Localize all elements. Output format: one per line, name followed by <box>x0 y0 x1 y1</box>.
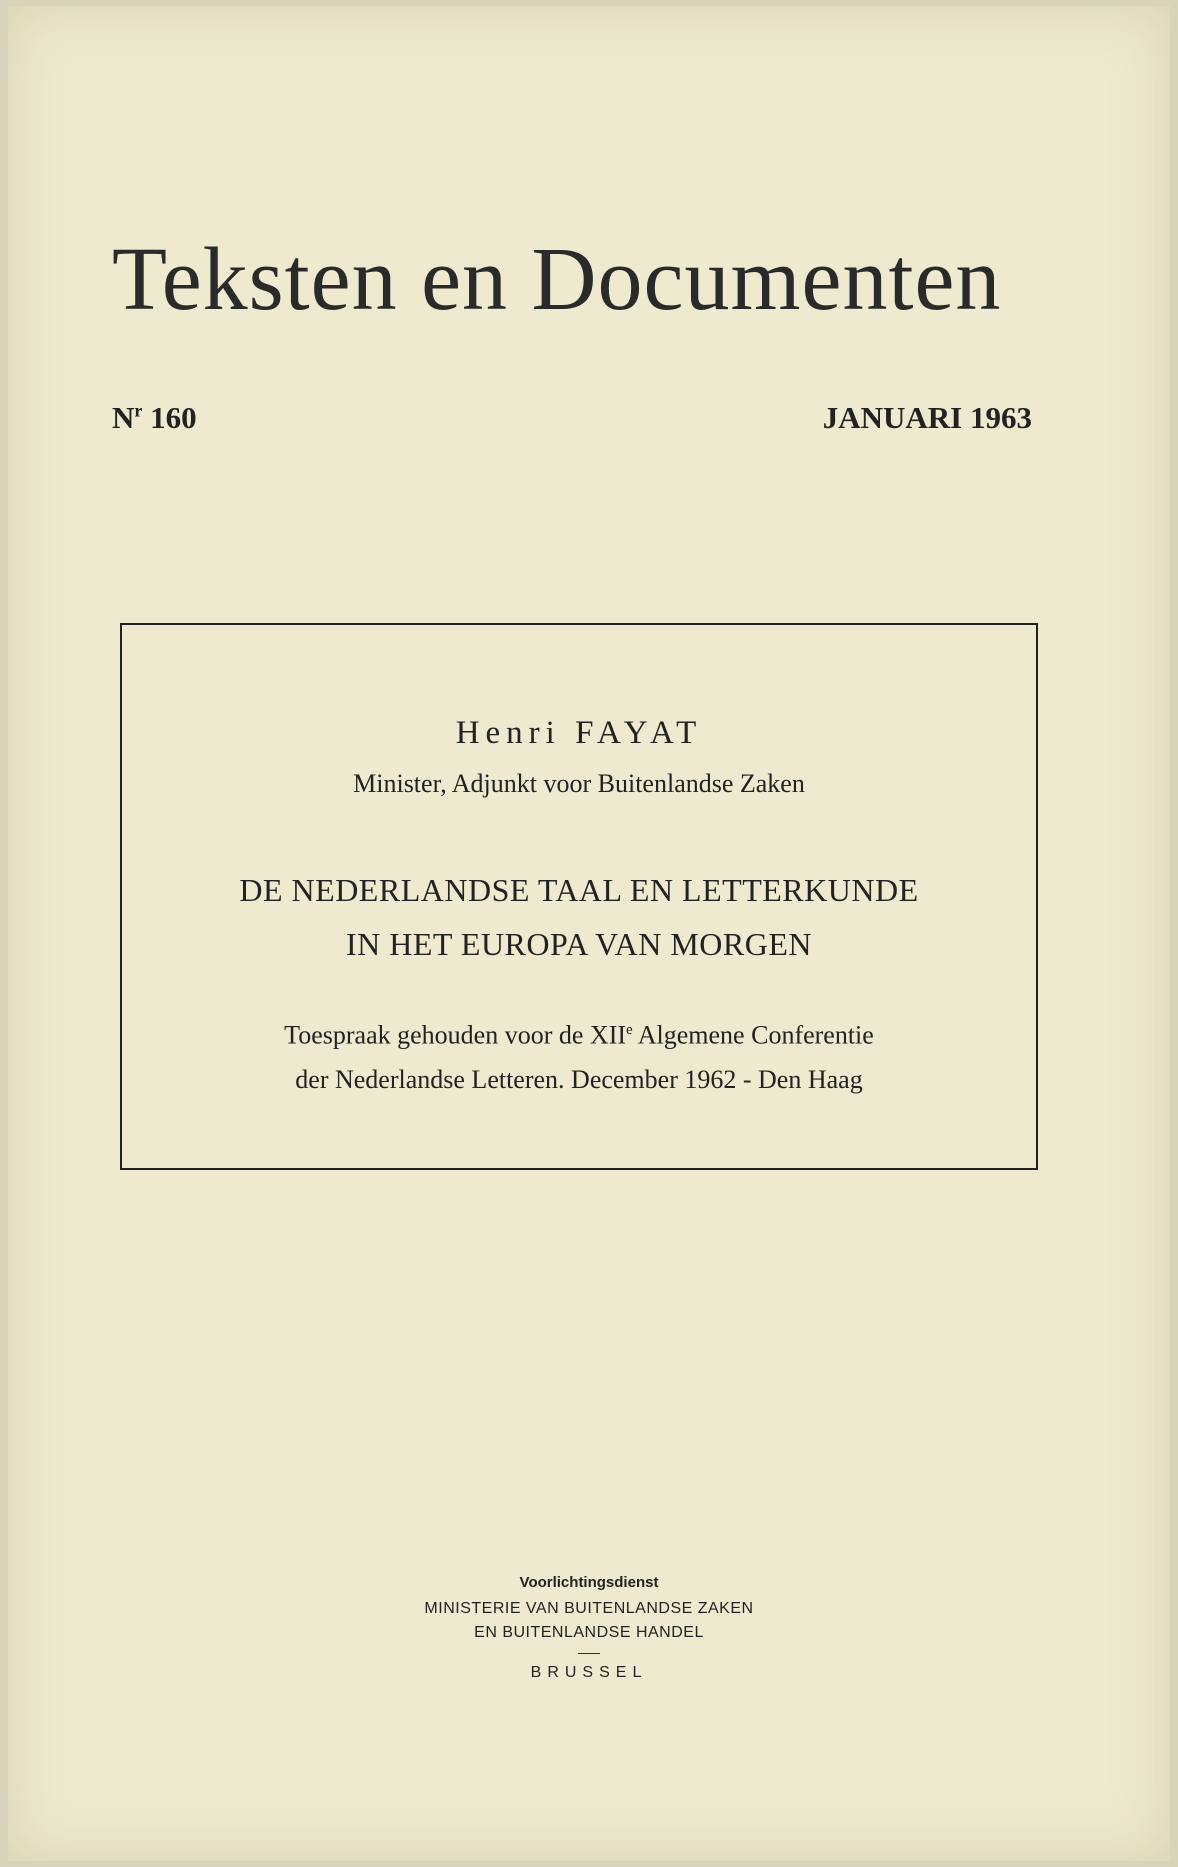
series-title: Teksten en Documenten <box>112 230 1002 329</box>
publisher-ministry-line-2: EN BUITENLANDSE HANDEL <box>474 1624 704 1641</box>
occasion-line-1-sup: e <box>626 1022 633 1038</box>
occasion-line-1-b: Algemene Conferentie <box>632 1020 874 1050</box>
issue-row <box>112 400 1032 436</box>
issue-number-suffix: r <box>134 400 143 421</box>
speech-title-line-2: IN HET EUROPA VAN MORGEN <box>346 926 812 962</box>
issue-number-prefix: N <box>112 400 135 435</box>
title-box <box>120 623 1038 1170</box>
issue-date: JANUARI 1963 <box>822 400 1032 435</box>
author-last-name: FAYAT <box>575 715 703 751</box>
speech-occasion <box>122 1008 1036 1102</box>
occasion-line-2: der Nederlandse Letteren. December 1962 - Den Haag <box>295 1064 863 1094</box>
publisher-city: BRUSSEL <box>530 1664 648 1681</box>
issue-number-value: 160 <box>150 400 197 435</box>
speech-title <box>122 863 1036 971</box>
publisher-block <box>8 1574 1170 1682</box>
speech-title-line-1: DE NEDERLANDSE TAAL EN LETTERKUNDE <box>239 872 919 908</box>
publisher-divider <box>578 1653 600 1654</box>
publisher-service: Voorlichtingsdienst <box>519 1574 659 1591</box>
occasion-line-1-a: Toespraak gehouden voor de XII <box>284 1020 627 1050</box>
occasion-line-1 <box>122 1008 1036 1058</box>
publisher-ministry-line-1: MINISTERIE VAN BUITENLANDSE ZAKEN <box>424 1600 754 1617</box>
author-first-name: Henri <box>455 715 561 751</box>
author-role: Minister, Adjunkt voor Buitenlandse Zaken <box>353 769 805 798</box>
document-page <box>8 6 1170 1861</box>
issue-number <box>112 400 197 436</box>
author-name <box>122 715 1036 752</box>
